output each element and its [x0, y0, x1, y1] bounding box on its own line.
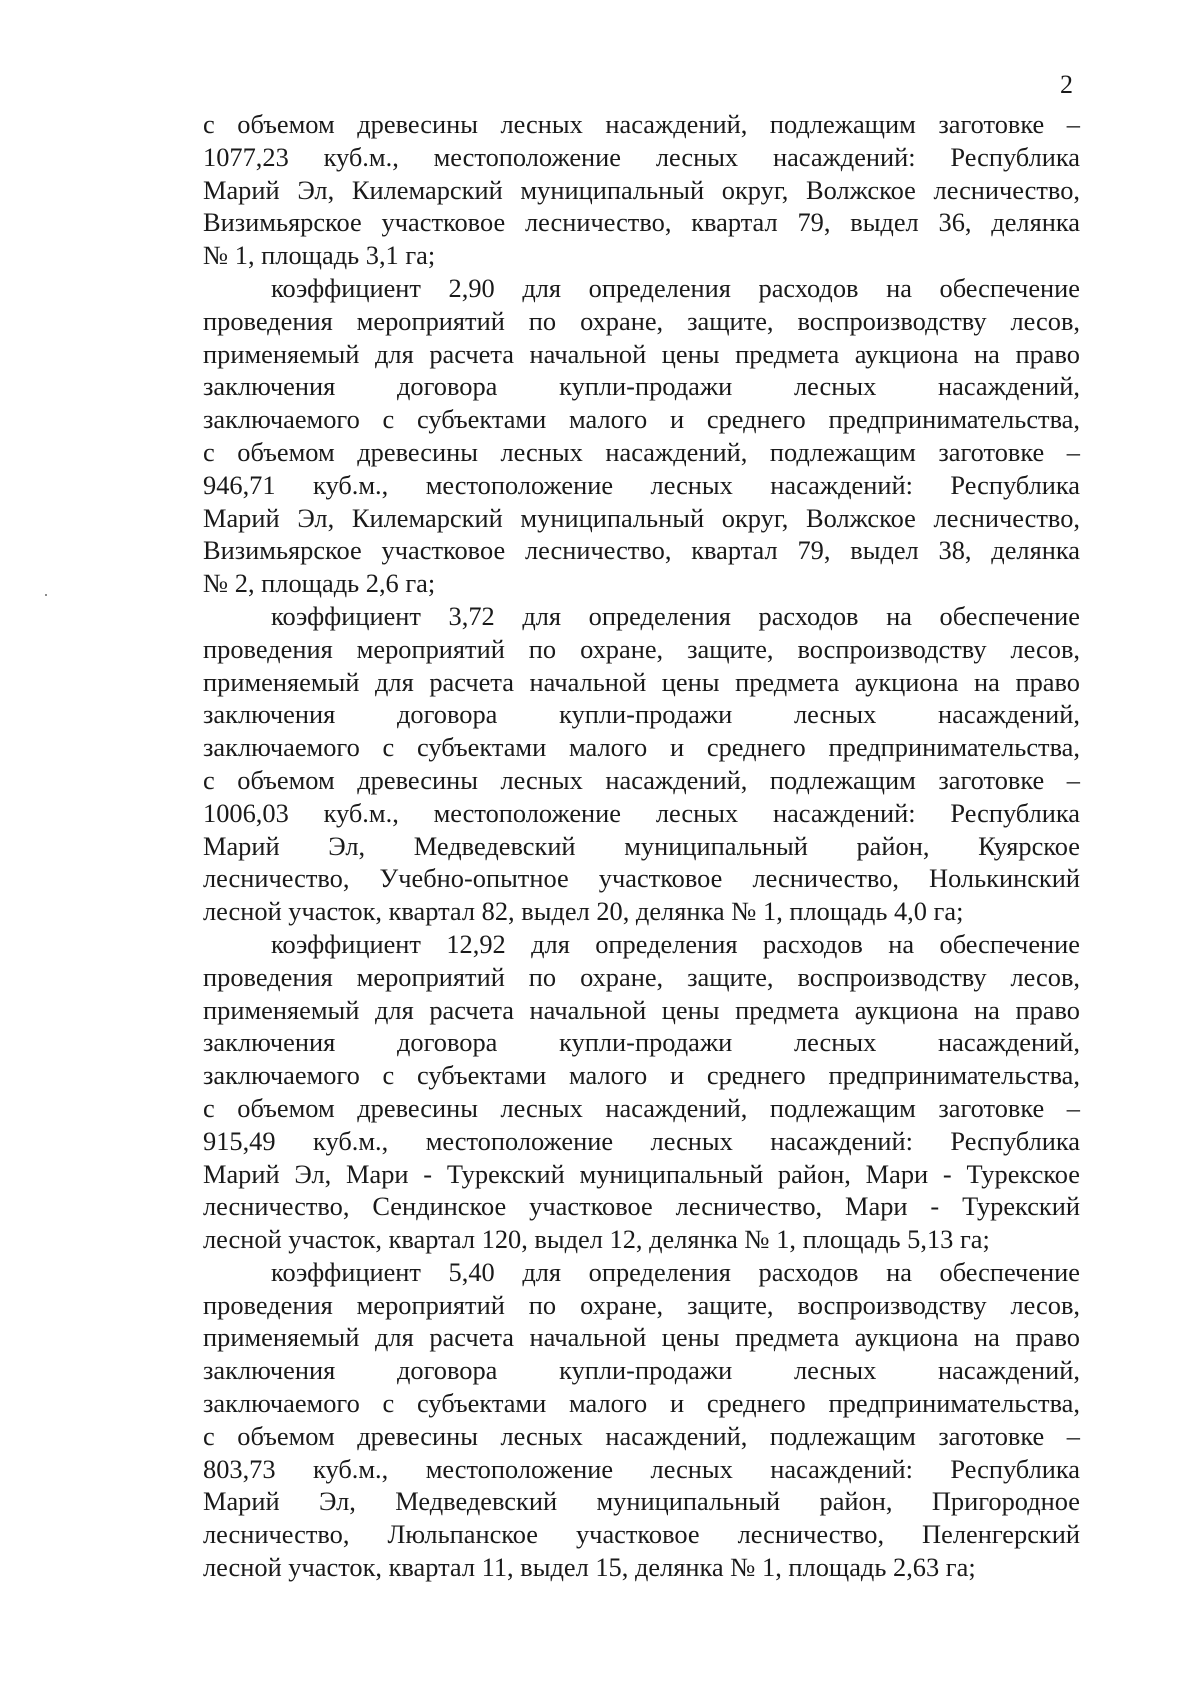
- text-line: лесничество, Сендинское участковое лесничество, Мари - Турекский: [203, 1191, 1080, 1222]
- paragraph: [203, 1256, 1080, 1584]
- text-line: заключения договора купли-продажи лесных насаждений,: [203, 699, 1080, 730]
- text-line: коэффициент 12,92 для определения расходов на обеспечение: [271, 928, 1080, 959]
- text-line: лесной участок, квартал 11, выдел 15, делянка № 1, площадь 2,63 га;: [203, 1552, 976, 1583]
- text-line: проведения мероприятий по охране, защите, воспроизводству лесов,: [203, 633, 1080, 664]
- page-number: 2: [1060, 70, 1073, 99]
- text-line: заключения договора купли-продажи лесных насаждений,: [203, 1355, 1080, 1386]
- text-line: заключаемого с субъектами малого и среднего предпринимательства,: [203, 404, 1080, 435]
- text-line: с объемом древесины лесных насаждений, подлежащим заготовке –: [203, 764, 1080, 795]
- text-line: Марий Эл, Мари - Турекский муниципальный район, Мари - Турекское: [203, 1158, 1080, 1189]
- text-line: 803,73 куб.м., местоположение лесных насаждений: Республика: [203, 1453, 1080, 1484]
- text-line: Визимьярское участковое лесничество, квартал 79, выдел 36, делянка: [203, 207, 1080, 238]
- text-line: с объемом древесины лесных насаждений, подлежащим заготовке –: [203, 1420, 1080, 1451]
- text-line: заключаемого с субъектами малого и среднего предпринимательства,: [203, 732, 1080, 763]
- paragraph: [203, 108, 1080, 272]
- text-line: заключаемого с субъектами малого и среднего предпринимательства,: [203, 1060, 1080, 1091]
- text-line: проведения мероприятий по охране, защите, воспроизводству лесов,: [203, 305, 1080, 336]
- paragraph: [203, 928, 1080, 1256]
- text-line: коэффициент 2,90 для определения расходов на обеспечение: [271, 272, 1080, 303]
- text-line: 1077,23 куб.м., местоположение лесных насаждений: Республика: [203, 141, 1080, 172]
- paragraph: [203, 600, 1080, 928]
- paragraph: [203, 272, 1080, 600]
- text-line: коэффициент 5,40 для определения расходов на обеспечение: [271, 1256, 1080, 1287]
- text-line: лесничество, Люльпанское участковое лесничество, Пеленгерский: [203, 1519, 1080, 1550]
- text-line: Марий Эл, Килемарский муниципальный округ, Волжское лесничество,: [203, 502, 1080, 533]
- text-line: лесной участок, квартал 82, выдел 20, делянка № 1, площадь 4,0 га;: [203, 896, 964, 927]
- scan-speck: [45, 594, 47, 596]
- text-line: с объемом древесины лесных насаждений, подлежащим заготовке –: [203, 109, 1080, 139]
- text-line: заключаемого с субъектами малого и среднего предпринимательства,: [203, 1388, 1080, 1419]
- text-line: лесничество, Учебно-опытное участковое лесничество, Нолькинский: [203, 863, 1080, 894]
- text-line: проведения мероприятий по охране, защите, воспроизводству лесов,: [203, 1289, 1080, 1320]
- text-line: № 2, площадь 2,6 га;: [203, 568, 436, 599]
- text-line: применяемый для расчета начальной цены предмета аукциона на право: [203, 338, 1080, 369]
- text-line: с объемом древесины лесных насаждений, подлежащим заготовке –: [203, 436, 1080, 467]
- text-line: Марий Эл, Килемарский муниципальный округ, Волжское лесничество,: [203, 174, 1080, 205]
- text-line: заключения договора купли-продажи лесных насаждений,: [203, 371, 1080, 402]
- text-line: применяемый для расчета начальной цены предмета аукциона на право: [203, 666, 1080, 697]
- text-line: Марий Эл, Медведевский муниципальный район, Пригородное: [203, 1486, 1080, 1517]
- text-line: с объемом древесины лесных насаждений, подлежащим заготовке –: [203, 1092, 1080, 1123]
- text-line: 946,71 куб.м., местоположение лесных насаждений: Республика: [203, 469, 1080, 500]
- text-line: коэффициент 3,72 для определения расходов на обеспечение: [271, 600, 1080, 631]
- text-line: Визимьярское участковое лесничество, квартал 79, выдел 38, делянка: [203, 535, 1080, 566]
- text-line: Марий Эл, Медведевский муниципальный район, Куярское: [203, 830, 1080, 861]
- text-line: заключения договора купли-продажи лесных насаждений,: [203, 1027, 1080, 1058]
- text-line: 1006,03 куб.м., местоположение лесных насаждений: Республика: [203, 797, 1080, 828]
- text-line: проведения мероприятий по охране, защите, воспроизводству лесов,: [203, 961, 1080, 992]
- text-line: 915,49 куб.м., местоположение лесных насаждений: Республика: [203, 1125, 1080, 1156]
- text-line: применяемый для расчета начальной цены предмета аукциона на право: [203, 994, 1080, 1025]
- document-body: [203, 108, 1080, 1584]
- text-line: № 1, площадь 3,1 га;: [203, 240, 436, 271]
- text-line: применяемый для расчета начальной цены предмета аукциона на право: [203, 1322, 1080, 1353]
- text-line: лесной участок, квартал 120, выдел 12, делянка № 1, площадь 5,13 га;: [203, 1224, 990, 1255]
